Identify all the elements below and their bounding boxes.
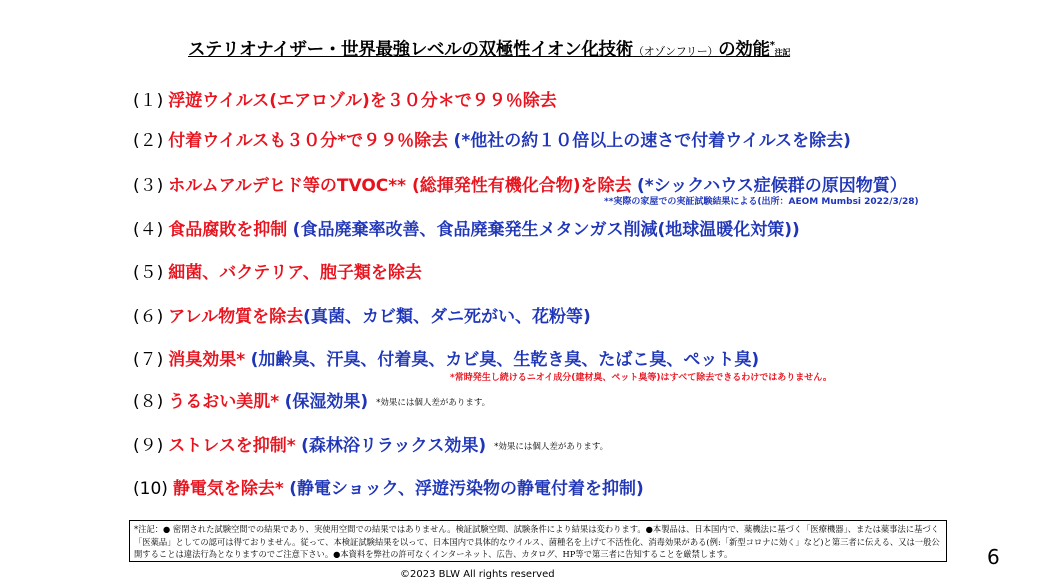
item-number: (５) <box>133 263 164 283</box>
item-number: (２) <box>133 131 164 151</box>
list-item <box>133 171 907 196</box>
item-effect: 食品腐敗を抑制 <box>168 220 288 240</box>
item7-subnote: *常時発生し続けるニオイ成分(建材臭、ペット臭等)はすべて除去できるわけではありません。 <box>450 373 832 383</box>
list-item <box>133 215 800 240</box>
item-number: (９) <box>133 436 164 456</box>
title-sup: * <box>769 40 775 52</box>
copyright: ©2023 BLW All rights reserved <box>400 569 555 580</box>
item-number: (７) <box>133 350 164 370</box>
title-main: ステリオナイザー・世界最強レベルの双極性イオン化技術 <box>188 40 633 60</box>
footer-disclaimer-text: *注記：● 密閉された試験空間での結果であり、実使用空間での結果ではありません。検証試験空間、試験条件により結果は変わります。●本製品は、日本国内で、薬機法に基づく「医療機器」、または薬事法に基づく「医薬品」としての認可は得ておりません。従って、本検証試験結果を以って、日本国内で具体的なウイルス、菌種名を上げて不活性化、消毒効果がある(例:「新型コロナに効く」など)と第三者に伝える、又は一般公開することは違法行為となりますのでご注意下さい。●本資料を弊社の許可なくインターネット、広告、カタログ、HP等で第三者に告知することを厳禁します。 <box>134 524 940 559</box>
item-effect: 消臭効果* <box>168 350 246 370</box>
item-detail: (食品廃棄率改善、食品廃棄発生メタンガス削減(地球温暖化対策)) <box>292 220 800 240</box>
item-effect: ストレスを抑制* <box>168 436 296 456</box>
list-item <box>133 86 557 111</box>
footer-disclaimer <box>129 520 947 562</box>
item-effect: 細菌、バクテリア、胞子類を除去 <box>168 263 422 283</box>
title-tail: の効能 <box>718 40 770 60</box>
title-paren: （オゾンフリー） <box>632 45 719 58</box>
item3-subnote: **実際の家屋での実証試験結果による(出所：AEOM Mumbsi 2022/3/28) <box>604 197 919 207</box>
item-detail: (真菌、カビ類、ダニ死がい、花粉等) <box>303 307 591 327</box>
item-effect: うるおい美肌* <box>168 392 280 412</box>
list-item <box>133 302 591 327</box>
item-effect: 静電気を除去* <box>172 479 284 499</box>
list-item <box>133 345 759 370</box>
item-detail: (加齢臭、汗臭、付着臭、カビ臭、生乾き臭、たばこ臭、ペット臭) <box>250 350 760 370</box>
item-detail: (静電ショック、浮遊汚染物の静電付着を抑制) <box>289 479 644 499</box>
page-number: 6 <box>987 545 1000 569</box>
item-effect: アレル物質を除去 <box>168 307 304 327</box>
item-note: *効果には個人差があります。 <box>494 442 609 452</box>
title-note: 注記 <box>774 48 791 57</box>
item-number: (１) <box>133 91 164 111</box>
list-item <box>133 126 851 151</box>
item-number: (４) <box>133 220 164 240</box>
item-number: (６) <box>133 307 164 327</box>
item-number: (10) <box>133 479 168 499</box>
item-detail: (*他社の約１０倍以上の速さで付着ウイルスを除去) <box>453 131 851 151</box>
item-effect: 付着ウイルスも３０分*で９９％除去 <box>168 131 449 151</box>
item-effect: ホルムアルデヒド等のTVOC** (総揮発性有機化合物)を除去 <box>168 176 632 196</box>
page-title <box>188 36 878 61</box>
item-detail: (*シックハウス症候群の原因物質） <box>636 176 907 196</box>
item-detail: (森林浴リラックス効果) <box>301 436 487 456</box>
item-detail: (保湿効果) <box>284 392 369 412</box>
item-note: *効果には個人差があります。 <box>376 398 491 408</box>
item-effect: 浮遊ウイルス(エアロゾル)を３０分＊で９９％除去 <box>168 91 557 111</box>
item-number: (８) <box>133 392 164 412</box>
list-item <box>133 258 422 283</box>
list-item <box>133 431 608 456</box>
list-item <box>133 474 644 499</box>
list-item <box>133 387 490 412</box>
item-number: (３) <box>133 176 164 196</box>
